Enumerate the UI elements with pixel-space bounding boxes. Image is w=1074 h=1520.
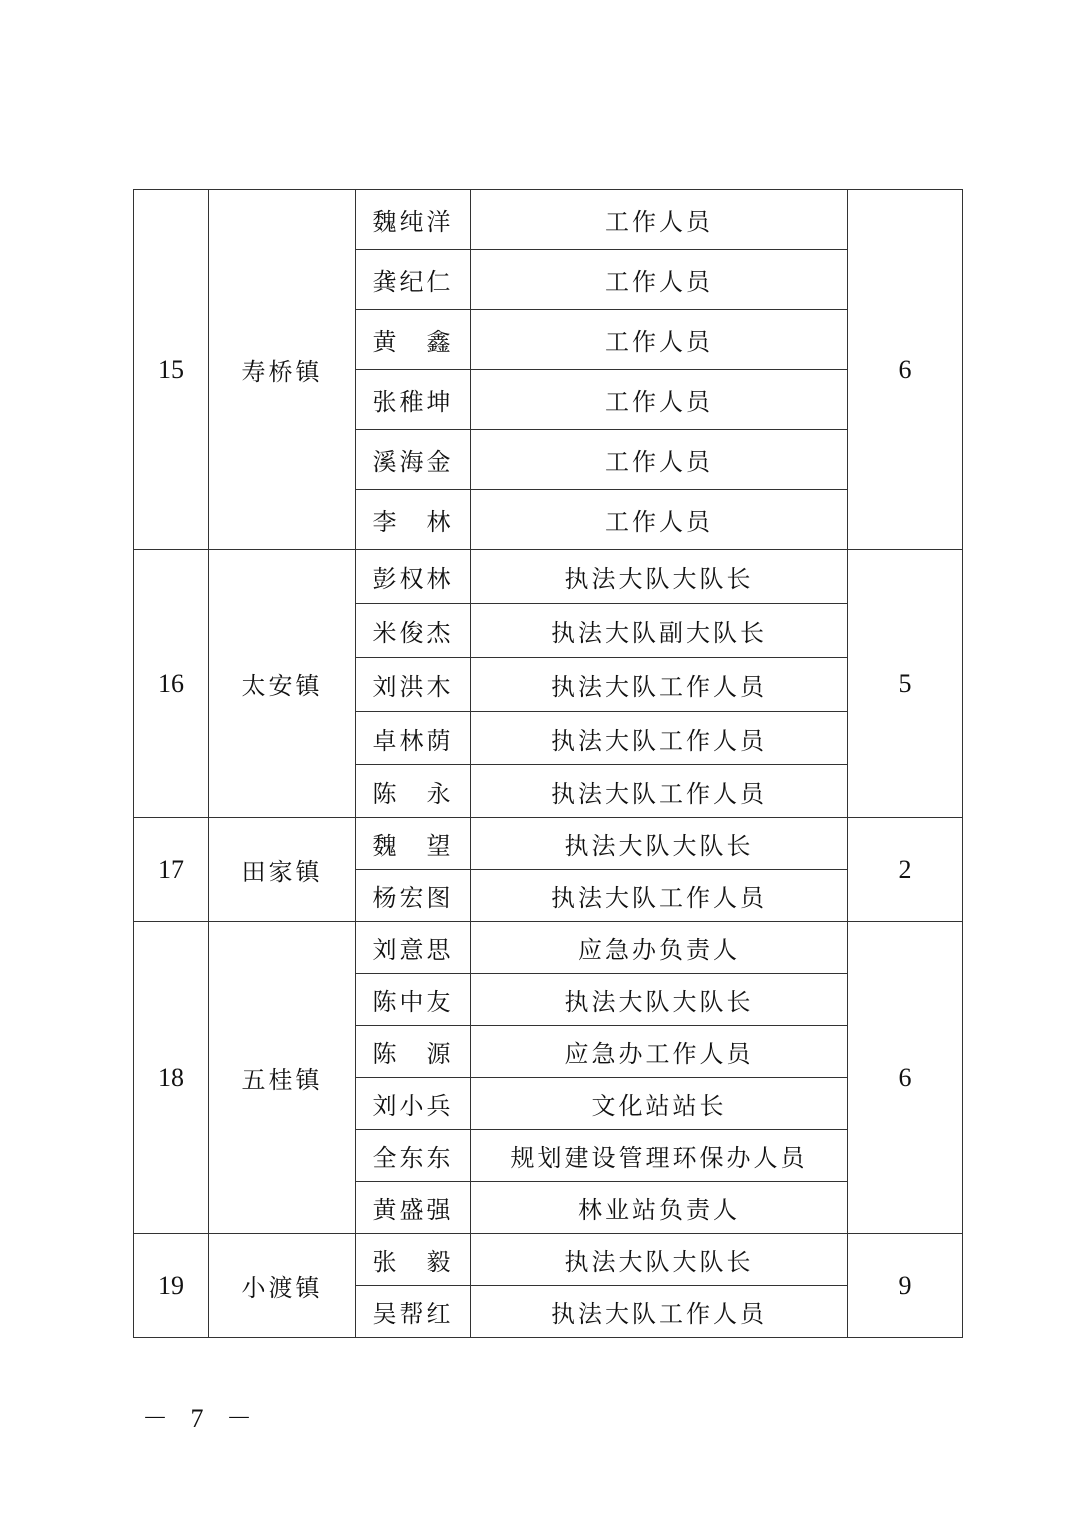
person-name: 杨宏图 — [356, 870, 471, 922]
town-name: 寿桥镇 — [209, 190, 356, 550]
page-number: － 7 － — [142, 1404, 261, 1433]
person-name: 魏 望 — [356, 818, 471, 870]
person-name: 溪海金 — [356, 430, 471, 490]
person-role: 执法大队大队长 — [471, 1234, 848, 1286]
person-role: 执法大队工作人员 — [471, 765, 848, 818]
person-name: 龚纪仁 — [356, 250, 471, 310]
table-row — [134, 818, 963, 870]
person-role: 林业站负责人 — [471, 1182, 848, 1234]
table-row — [134, 190, 963, 250]
town-name: 小渡镇 — [209, 1234, 356, 1338]
roster-table — [133, 189, 963, 1338]
person-name: 陈 永 — [356, 765, 471, 818]
roster-body — [134, 190, 963, 1338]
group-count: 2 — [848, 818, 963, 922]
person-role: 工作人员 — [471, 490, 848, 550]
person-role: 文化站站长 — [471, 1078, 848, 1130]
group-index: 15 — [134, 190, 209, 550]
person-name: 黄 鑫 — [356, 310, 471, 370]
person-name: 陈中友 — [356, 974, 471, 1026]
person-role: 规划建设管理环保办人员 — [471, 1130, 848, 1182]
person-role: 工作人员 — [471, 430, 848, 490]
person-name: 李 林 — [356, 490, 471, 550]
person-name: 黄盛强 — [356, 1182, 471, 1234]
person-name: 米俊杰 — [356, 604, 471, 658]
person-role: 执法大队大队长 — [471, 818, 848, 870]
person-name: 陈 源 — [356, 1026, 471, 1078]
person-role: 工作人员 — [471, 250, 848, 310]
person-role: 执法大队大队长 — [471, 974, 848, 1026]
group-count: 9 — [848, 1234, 963, 1338]
group-count: 6 — [848, 190, 963, 550]
person-name: 张 毅 — [356, 1234, 471, 1286]
person-role: 工作人员 — [471, 310, 848, 370]
table-row — [134, 922, 963, 974]
person-name: 刘小兵 — [356, 1078, 471, 1130]
person-role: 应急办工作人员 — [471, 1026, 848, 1078]
group-index: 19 — [134, 1234, 209, 1338]
town-name: 田家镇 — [209, 818, 356, 922]
person-name: 刘洪木 — [356, 658, 471, 712]
person-role: 执法大队工作人员 — [471, 712, 848, 765]
town-name: 太安镇 — [209, 550, 356, 818]
person-role: 工作人员 — [471, 190, 848, 250]
group-index: 17 — [134, 818, 209, 922]
table-row — [134, 1234, 963, 1286]
person-name: 全东东 — [356, 1130, 471, 1182]
person-role: 执法大队工作人员 — [471, 1286, 848, 1338]
person-name: 魏纯洋 — [356, 190, 471, 250]
person-name: 卓林荫 — [356, 712, 471, 765]
person-role: 执法大队副大队长 — [471, 604, 848, 658]
group-count: 6 — [848, 922, 963, 1234]
person-name: 吴帮红 — [356, 1286, 471, 1338]
person-role: 执法大队工作人员 — [471, 870, 848, 922]
person-name: 彭权林 — [356, 550, 471, 604]
person-role: 应急办负责人 — [471, 922, 848, 974]
group-index: 18 — [134, 922, 209, 1234]
person-role: 执法大队工作人员 — [471, 658, 848, 712]
town-name: 五桂镇 — [209, 922, 356, 1234]
person-role: 执法大队大队长 — [471, 550, 848, 604]
person-name: 张稚坤 — [356, 370, 471, 430]
person-role: 工作人员 — [471, 370, 848, 430]
group-count: 5 — [848, 550, 963, 818]
person-name: 刘意思 — [356, 922, 471, 974]
group-index: 16 — [134, 550, 209, 818]
table-row — [134, 550, 963, 604]
